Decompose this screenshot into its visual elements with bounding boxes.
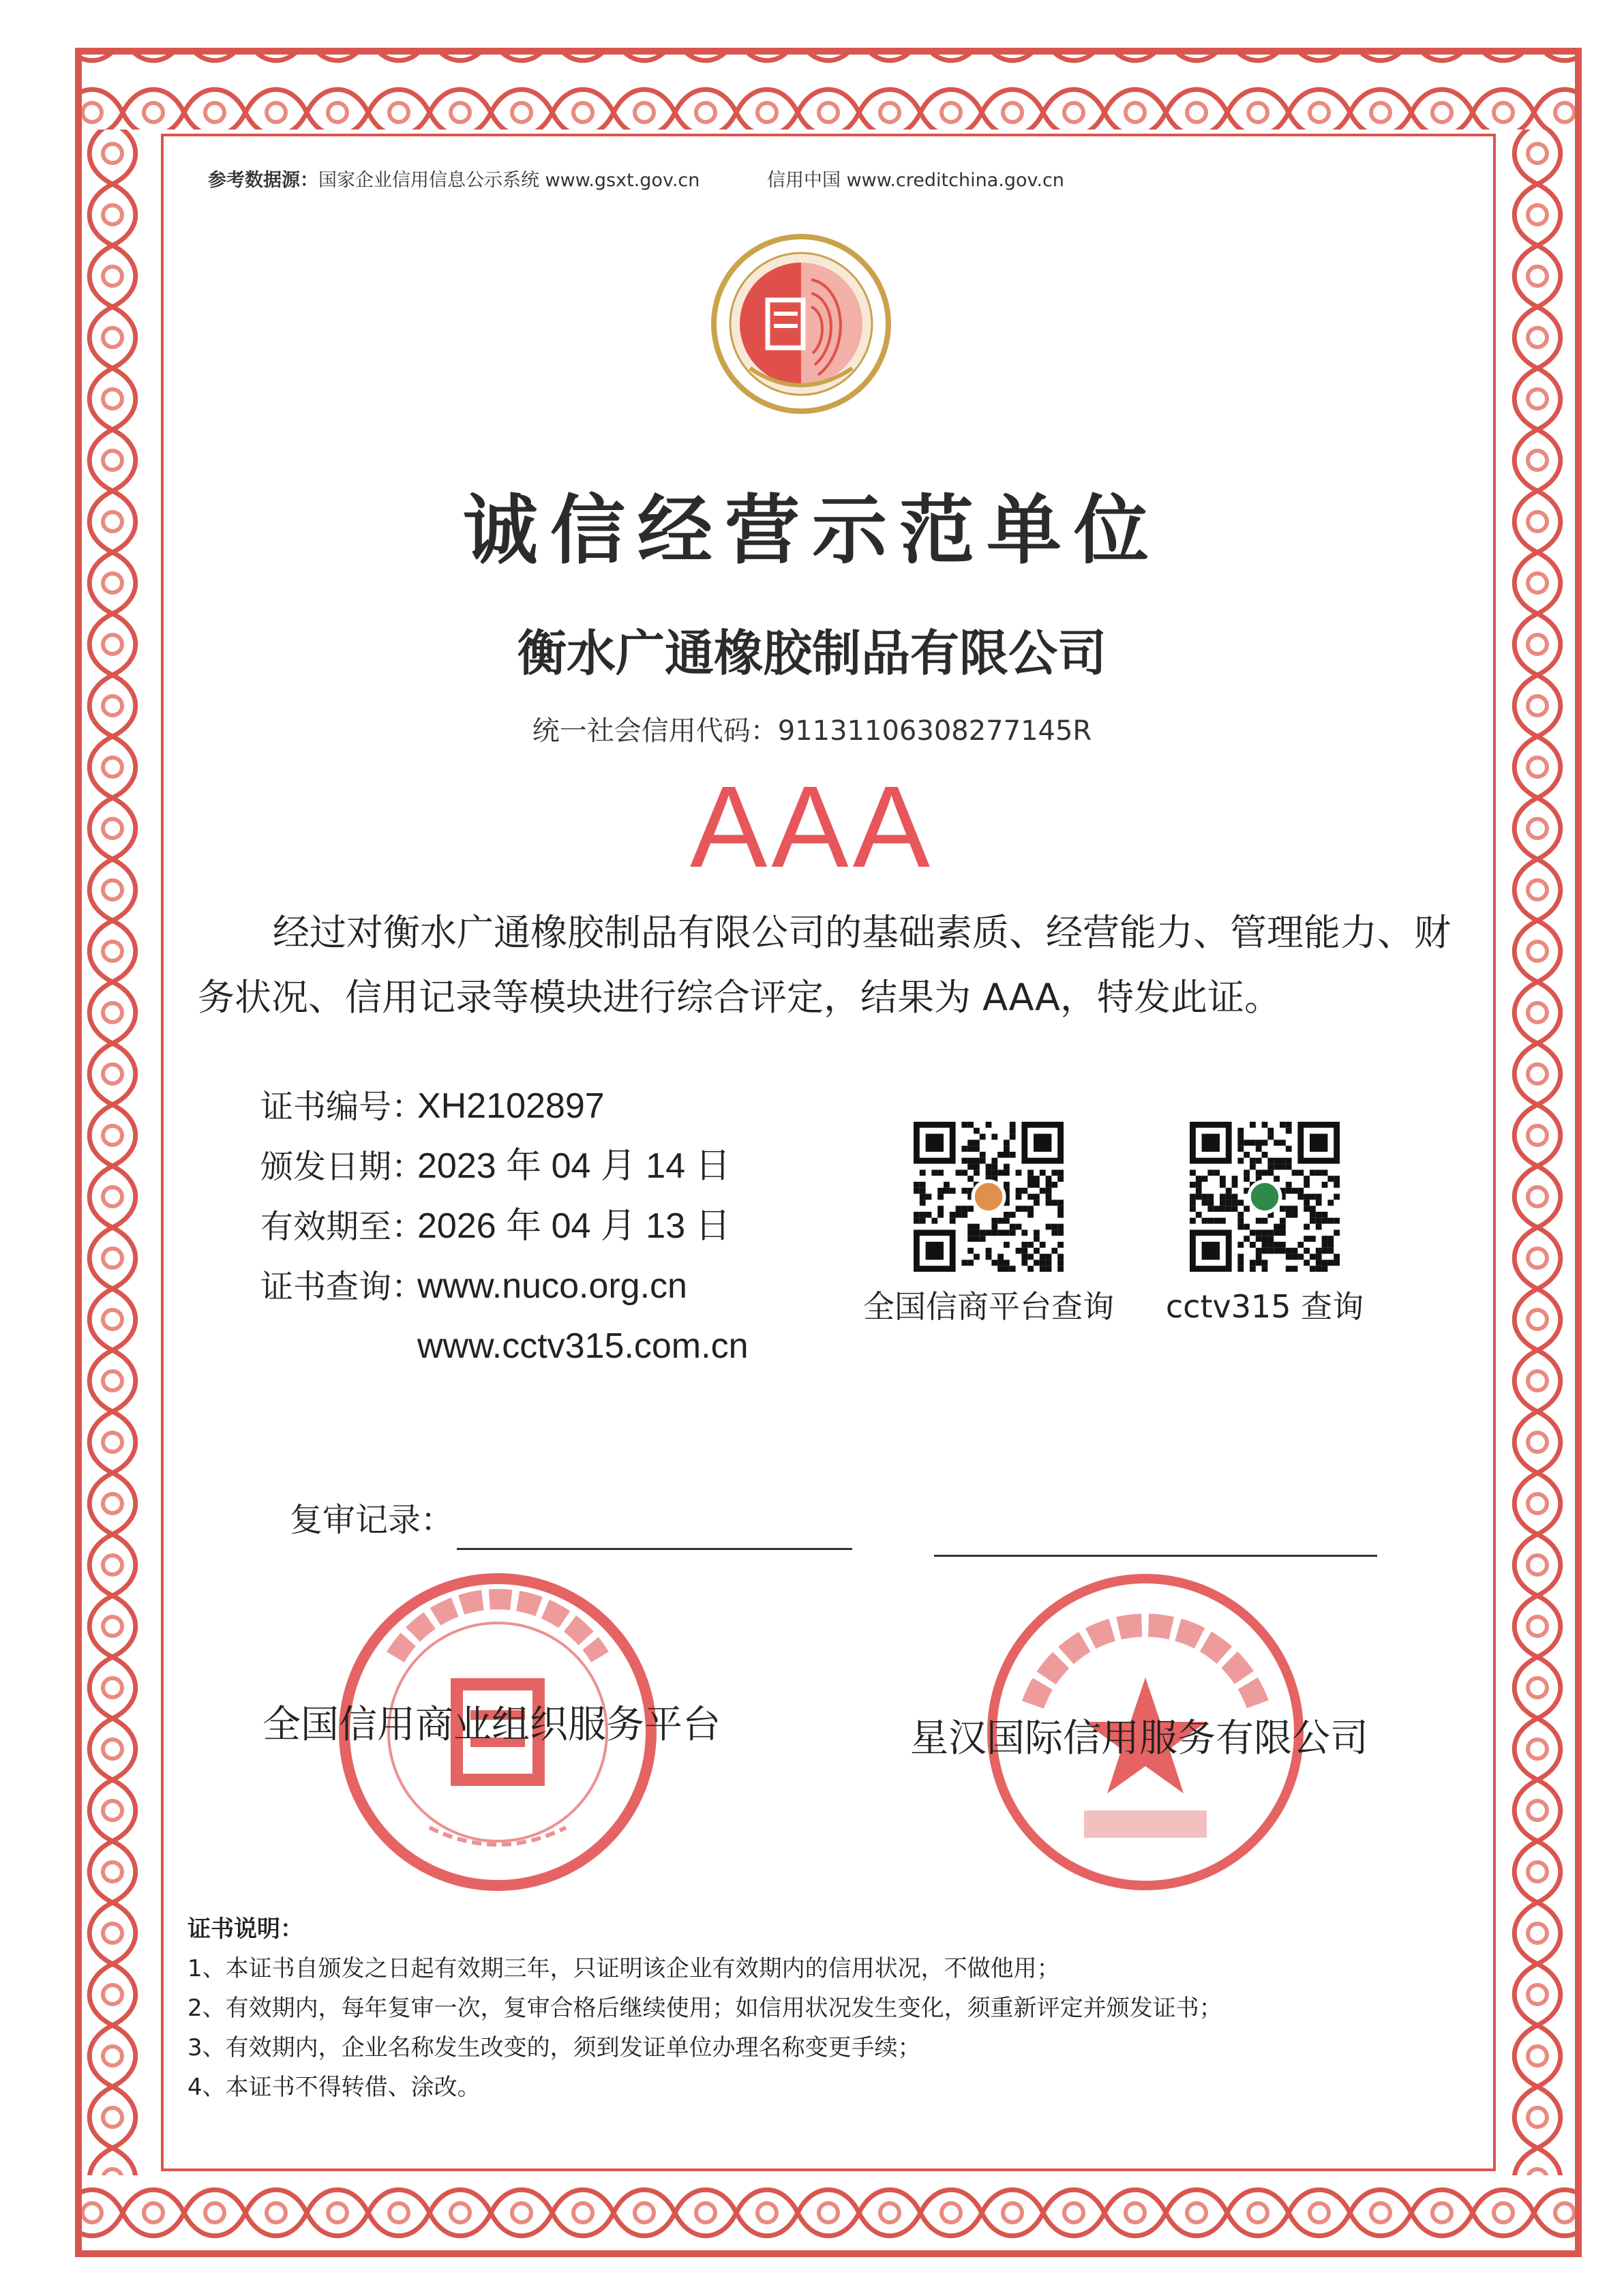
valid-until-label: 有效期至： (260, 1208, 425, 1246)
cert-number-label: 证书编号： (260, 1088, 425, 1126)
data-source-item-gsxt: 国家企业信用信息公示系统 www.gsxt.gov.cn (318, 170, 700, 191)
data-source-label: 参考数据源： (208, 170, 318, 191)
certificate-info (260, 1076, 749, 1376)
credit-grade: AAA (689, 762, 935, 892)
query-url-nuco[interactable]: www.nuco.org.cn (417, 1266, 687, 1306)
issuer-right-name: 星汉国际信用服务有限公司 (910, 1716, 1368, 1761)
qr-code-cctv315[interactable] (1190, 1122, 1340, 1272)
cert-number-value: XH2102897 (417, 1086, 605, 1126)
review-line-1 (457, 1548, 852, 1550)
notes-title: 证书说明： (187, 1915, 303, 1943)
query-row (260, 1256, 749, 1316)
qr-caption-cctv315: cctv315 查询 (1165, 1288, 1364, 1325)
issue-date-row (260, 1136, 749, 1196)
review-line-2 (934, 1555, 1377, 1557)
credit-rating-logo (709, 232, 893, 416)
cert-number-row (260, 1076, 749, 1136)
data-source-item-creditchina: 信用中国 www.creditchina.gov.cn (767, 170, 1064, 191)
qr-code-nuco[interactable] (914, 1122, 1064, 1272)
query-url-cctv315[interactable]: www.cctv315.com.cn (417, 1326, 749, 1366)
query-label: 证书查询： (260, 1268, 425, 1306)
notes-item: 2、有效期内，每年复审一次，复审合格后继续使用；如信用状况发生变化，须重新评定并颁发证书； (187, 1995, 1222, 2022)
certificate-notes (187, 1909, 1222, 2107)
notes-item: 4、本证书不得转借、涂改。 (187, 2074, 481, 2101)
company-name: 衡水广通橡胶制品有限公司 (517, 625, 1107, 682)
notes-item: 1、本证书自颁发之日起有效期三年，只证明该企业有效期内的信用状况，不做他用； (187, 1955, 1060, 1982)
issuer-left-name: 全国信用商业组织服务平台 (262, 1703, 721, 1747)
valid-until-value: 2026 年 04 月 13 日 (417, 1206, 731, 1246)
qr-caption-nuco: 全国信商平台查询 (863, 1288, 1114, 1325)
certificate-title: 诚信经营示范单位 (463, 486, 1161, 574)
valid-until-row (260, 1196, 749, 1256)
certification-statement: 经过对衡水广通橡胶制品有限公司的基础素质、经营能力、管理能力、财务状况、信用记录等模块进行综合评定，结果为 AAA，特发此证。 (198, 911, 1451, 1019)
issue-date-value: 2023 年 04 月 14 日 (417, 1146, 731, 1186)
query-row-2 (260, 1316, 749, 1376)
review-record-label: 复审记录： (290, 1501, 454, 1539)
notes-item: 3、有效期内，企业名称发生改变的，须到发证单位办理名称变更手续； (187, 2034, 921, 2061)
issue-date-label: 颁发日期： (260, 1148, 425, 1186)
data-source-line (208, 165, 700, 192)
credit-code: 统一社会信用代码：91131106308277145R (532, 715, 1092, 747)
